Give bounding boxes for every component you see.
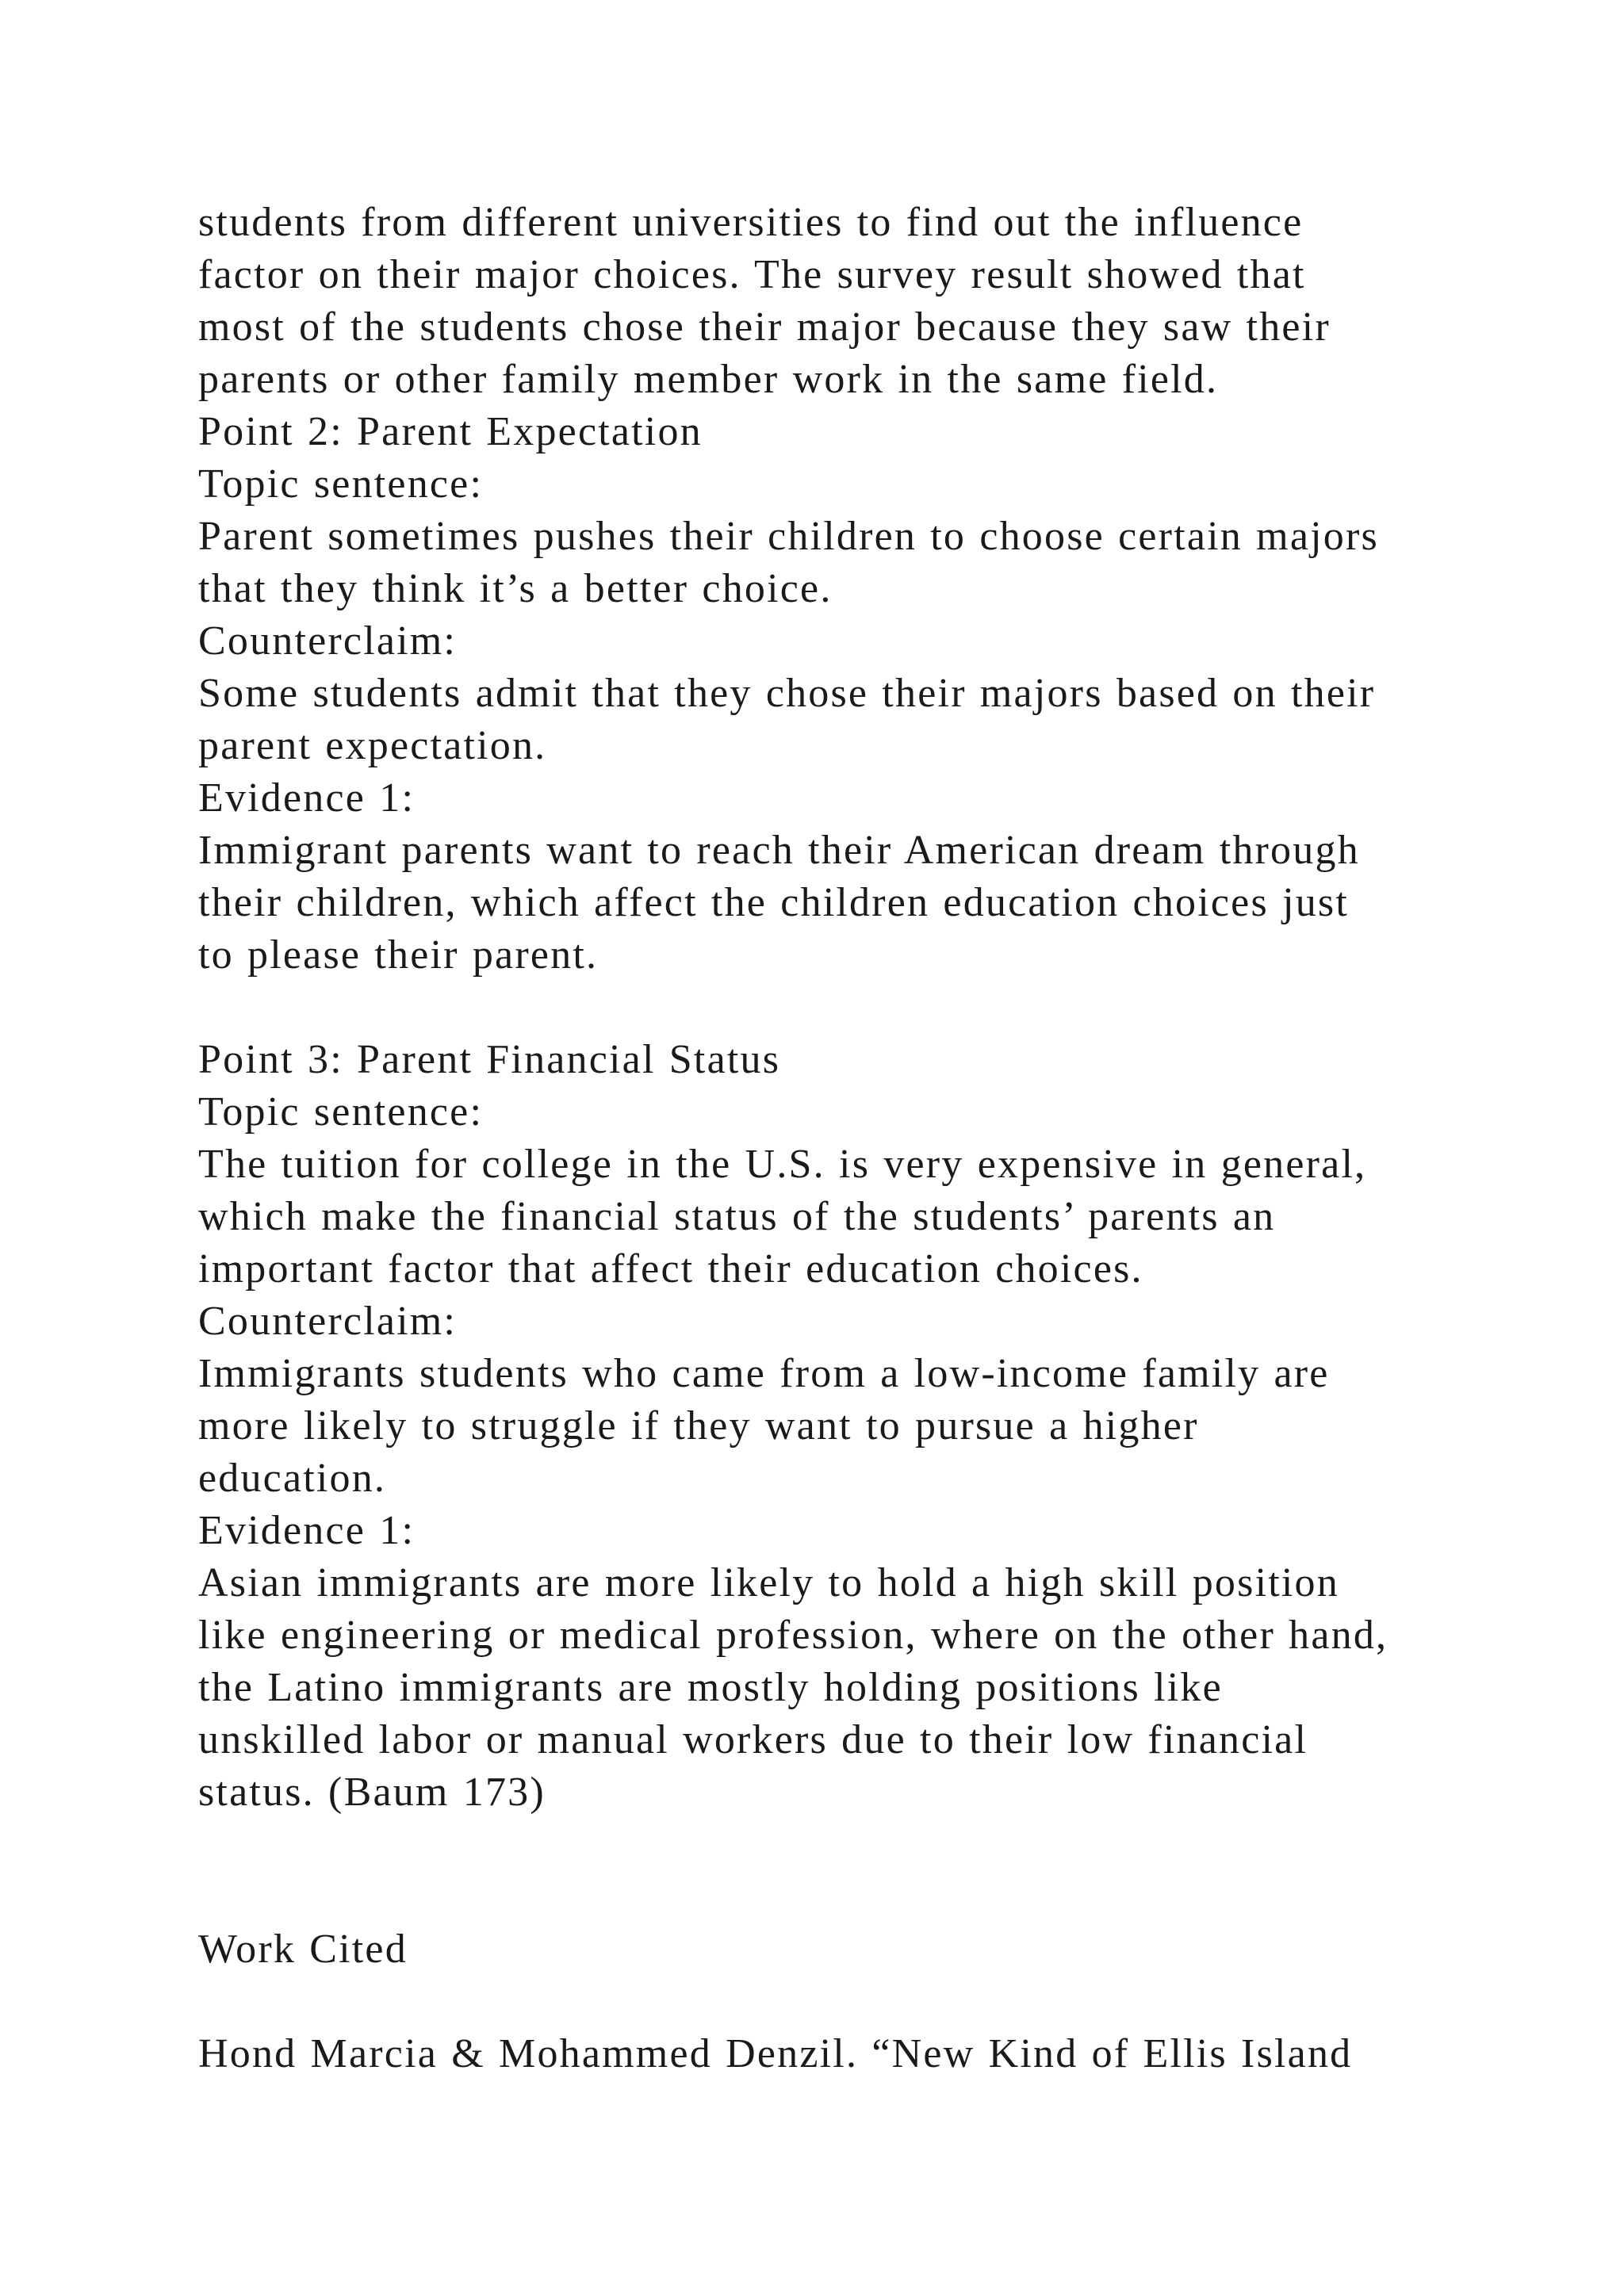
body-line: to please their parent. bbox=[198, 932, 599, 978]
blank-line bbox=[198, 1871, 1546, 1923]
document-body bbox=[198, 197, 1546, 2080]
body-line: most of the students chose their major because they saw their bbox=[198, 304, 1331, 350]
section-label: Evidence 1: bbox=[198, 1508, 416, 1553]
body-line: parent expectation. bbox=[198, 723, 547, 768]
section-label: Evidence 1: bbox=[198, 775, 416, 821]
body-line: Parent sometimes pushes their children to choose certain majors bbox=[198, 514, 1379, 559]
section-label: Counterclaim: bbox=[198, 618, 458, 664]
body-line: Some students admit that they chose their majors based on their bbox=[198, 671, 1376, 716]
section-label: Topic sentence: bbox=[198, 461, 484, 507]
section-label: Topic sentence: bbox=[198, 1089, 484, 1135]
body-line: students from different universities to find out the influence bbox=[198, 200, 1304, 245]
body-line: The tuition for college in the U.S. is very expensive in general, bbox=[198, 1142, 1367, 1187]
body-line: that they think it’s a better choice. bbox=[198, 566, 833, 611]
body-line: education. bbox=[198, 1456, 387, 1501]
body-line: like engineering or medical profession, where on the other hand, bbox=[198, 1613, 1388, 1658]
body-line: important factor that affect their education choices. bbox=[198, 1246, 1143, 1292]
body-line: Immigrants students who came from a low-income family are bbox=[198, 1351, 1330, 1396]
section-label: Counterclaim: bbox=[198, 1299, 458, 1344]
blank-line bbox=[198, 982, 1546, 1034]
body-line: factor on their major choices. The survey result showed that bbox=[198, 252, 1306, 297]
body-line: which make the financial status of the students’ parents an bbox=[198, 1194, 1276, 1239]
body-line: Immigrant parents want to reach their American dream through bbox=[198, 828, 1360, 873]
blank-line bbox=[198, 1819, 1546, 1871]
body-line: parents or other family member work in the same field. bbox=[198, 357, 1219, 402]
body-line: their children, which affect the children education choices just bbox=[198, 880, 1350, 925]
blank-line bbox=[198, 1976, 1546, 2028]
body-line: more likely to struggle if they want to pursue a higher bbox=[198, 1403, 1199, 1448]
body-line: the Latino immigrants are mostly holding positions like bbox=[198, 1665, 1223, 1710]
point-heading: Point 2: Parent Expectation bbox=[198, 409, 703, 454]
body-line: unskilled labor or manual workers due to their low financial bbox=[198, 1717, 1308, 1762]
body-line: status. (Baum 173) bbox=[198, 1770, 546, 1815]
point-heading: Point 3: Parent Financial Status bbox=[198, 1037, 781, 1082]
body-line: Asian immigrants are more likely to hold a high skill position bbox=[198, 1560, 1339, 1605]
citation-entry: Hond Marcia & Mohammed Denzil. “New Kind of Ellis Island bbox=[198, 2031, 1353, 2076]
works-cited-heading: Work Cited bbox=[198, 1927, 408, 1972]
